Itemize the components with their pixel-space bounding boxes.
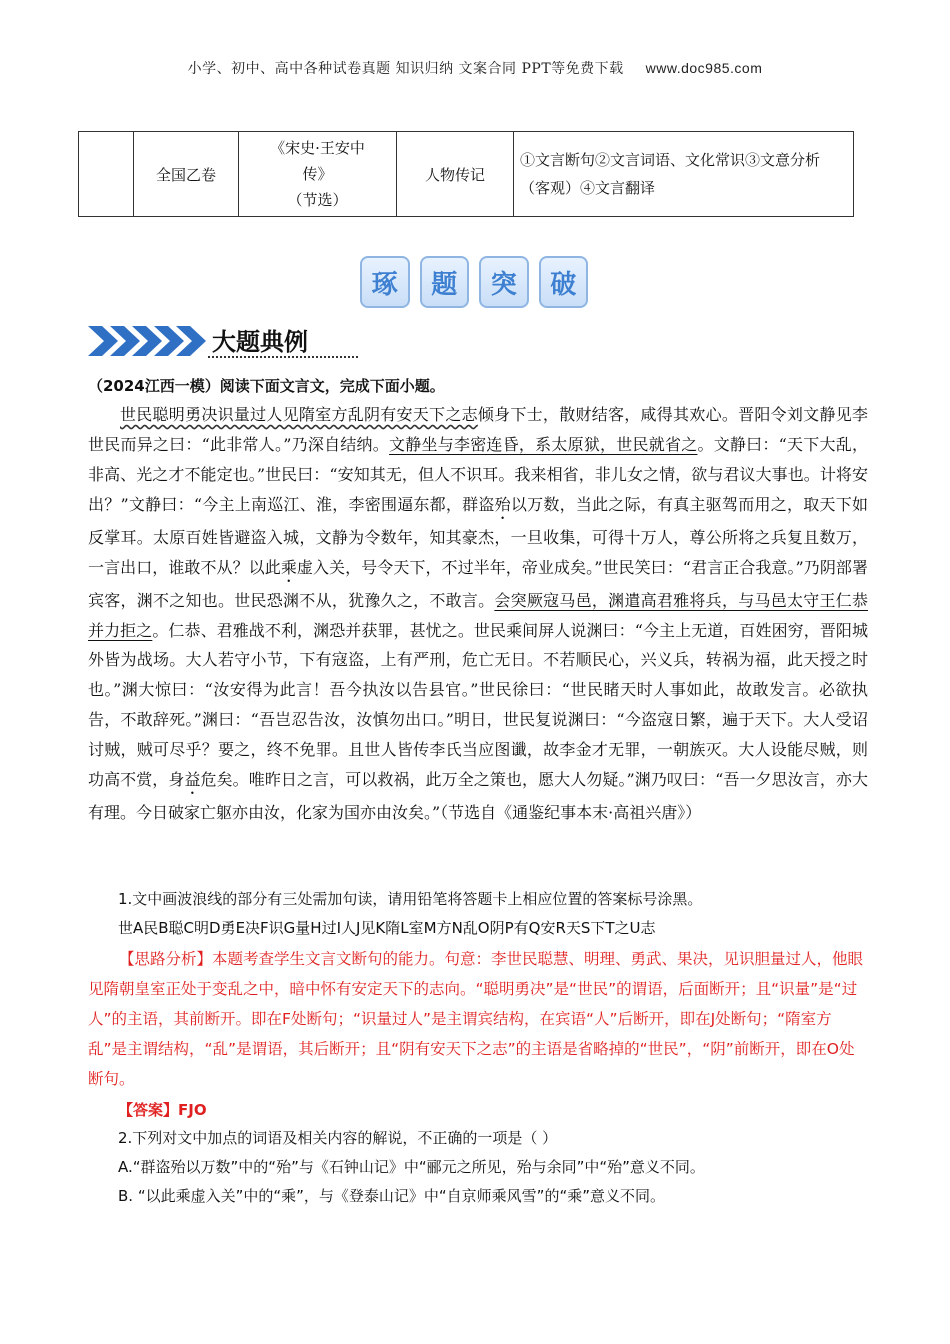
question-1-options: 世A民B聪C明D勇E决F识G量H过I人J见K隋L室M方N乱O阴P有Q安R天S下T之U志: [118, 919, 656, 937]
question-intro: （2024江西一模）阅读下面文言文，完成下面小题。: [88, 377, 445, 395]
dotted-word: 乘: [280, 557, 297, 577]
passage-paragraph: [88, 400, 868, 828]
banner-tile: 题: [420, 256, 470, 308]
passage-text: 倾身下士，散财结客，咸得其欢心。晋阳令刘文静见李世民而异之曰：“此非常人。”乃深自结纳。: [88, 405, 868, 454]
passage-text: 。文静曰：“天下大乱，非高、光之才不能定也。”世民曰：“安知其无，但人不识耳。我来相省，非儿女之情，欲与君议大事也。计将安出？”文静曰：“今主上南巡江、淮，李密围逼东都，群盗: [88, 434, 868, 514]
underlined-segment: 会突厥寇马邑，渊遣高君雅将兵，与马邑太守王仁恭并力拒之: [88, 590, 868, 640]
table-cell-topics: ①文言断句②文言词语、文化常识③文意分析（客观）④文言翻译: [514, 132, 854, 217]
title-underline: [208, 356, 358, 358]
info-table: [78, 131, 854, 217]
banner-tile: 突: [479, 256, 529, 308]
question-1: 1.文中画波浪线的部分有三处需加句读，请用铅笔将答题卡上相应位置的答案标号涂黑。: [118, 890, 703, 908]
source-line-2: 传》: [302, 165, 333, 183]
table-cell-source: [239, 132, 397, 217]
header-text: 小学、初中、高中各种试卷真题 知识归纳 文案合同 PPT等免费下载: [187, 61, 624, 77]
answer-text: 【答案】FJO: [118, 1101, 207, 1119]
question-2: 2.下列对文中加点的词语及相关内容的解说，不正确的一项是（ ）: [118, 1129, 558, 1147]
passage-text: 以万数，当此之际，有真主驱驾而用之，取天下如反掌耳。太原百姓皆避盗入城，文静为令数年，知其豪杰，一旦收集，可得十万人，尊公所将之兵复且数万，一言出口，谁敢不从？以此: [88, 494, 868, 577]
passage-text: 危矣。唯昨日之言，可以救祸，此万全之策也，愿大人勿疑。”渊乃叹曰：“吾一夕思汝言，亦大有理。今日破家亡躯亦由汝，化家为国亦由汝矣。”（节选自《通鉴纪事本末·高祖兴唐》）: [88, 770, 868, 823]
source-line-3: （节选）: [287, 191, 348, 209]
wavy-underline-segment: 世民聪明勇决识量过人见隋室方乱阴有安天下之志: [120, 405, 478, 424]
underlined-segment: 文静坐与李密连昏，系太原狱，世民就省之: [389, 434, 698, 454]
passage-text: 虚入关，号令天下，不过半年，帝业成矣。”世民笑曰：“君言正合我意。”乃阴部署宾客，渊不之知也。世民恐渊不从，犹豫久之，不敢言。: [88, 557, 868, 610]
question-2-option-b: B. “以此乘虚入关”中的“乘”，与《登泰山记》中“自京师乘风雪”的“乘”意义不同。: [118, 1187, 665, 1205]
source-line-1: 《宋史·王安中: [270, 139, 365, 157]
banner-tile: 破: [539, 256, 589, 308]
chevron-arrows-icon: [88, 326, 208, 356]
page-header: [0, 58, 950, 78]
analysis-text: 【思路分析】本题考查学生文言文断句的能力。句意：李世民聪慧、明理、勇武、果决，见识胆量过人，他眼见隋朝皇室正处于变乱之中，暗中怀有安定天下的志向。“聪明勇决”是“世民”的谓语，后面断开；且“识量”是“过人”的主语，其前断开。即在F处断句；“识量过人”是主谓宾结构，在宾语“人”后断开，即在J处断句；“隋室方乱”是主谓结构，“乱”是谓语，其后断开；且“阴有安天下之志”的主语是省略掉的“世民”，“阴”前断开，即在O处断句。: [88, 950, 864, 1088]
header-url[interactable]: www.doc985.com: [645, 60, 763, 76]
section-banner: [360, 256, 588, 306]
banner-tile: 琢: [360, 256, 410, 308]
dotted-word: 益: [184, 770, 201, 790]
table-cell-genre: 人物传记: [397, 132, 514, 217]
section-title-text: 大题典例: [212, 328, 308, 356]
table-row: [79, 132, 854, 217]
table-cell-exam: 全国乙卷: [134, 132, 239, 217]
section-title: [88, 320, 358, 360]
question-2-option-a: A.“群盗殆以万数”中的“殆”与《石钟山记》中“郦元之所见，殆与余同”中“殆”意义不同。: [118, 1158, 705, 1176]
passage-text: 。仁恭、君雅战不利，渊恐并获罪，甚忧之。世民乘间屏人说渊曰：“今主上无道，百姓困穷，晋阳城外皆为战场。大人若守小节，下有寇盗，上有严刑，危亡无日。不若顺民心，兴义兵，转祸为福，此天授之时也。”渊大惊曰：“汝安得为此言！吾今执汝以告县官。”世民徐曰：“世民睹天时人事如此，故敢发言。必欲执告，不敢辞死。”渊曰：“吾岂忍告汝，汝慎勿出口。”明日，世民复说渊曰：“今盗寇日繁，遍于天下。大人受诏讨贼，贼可尽乎？要之，终不免罪。且世人皆传李氏当应图谶，故李金才无罪，一朝族灭。大人设能尽贼，则功高不赏，身: [88, 620, 868, 790]
classical-passage: [88, 400, 868, 828]
table-cell-empty: [79, 132, 134, 217]
dotted-word: 殆: [494, 494, 511, 514]
